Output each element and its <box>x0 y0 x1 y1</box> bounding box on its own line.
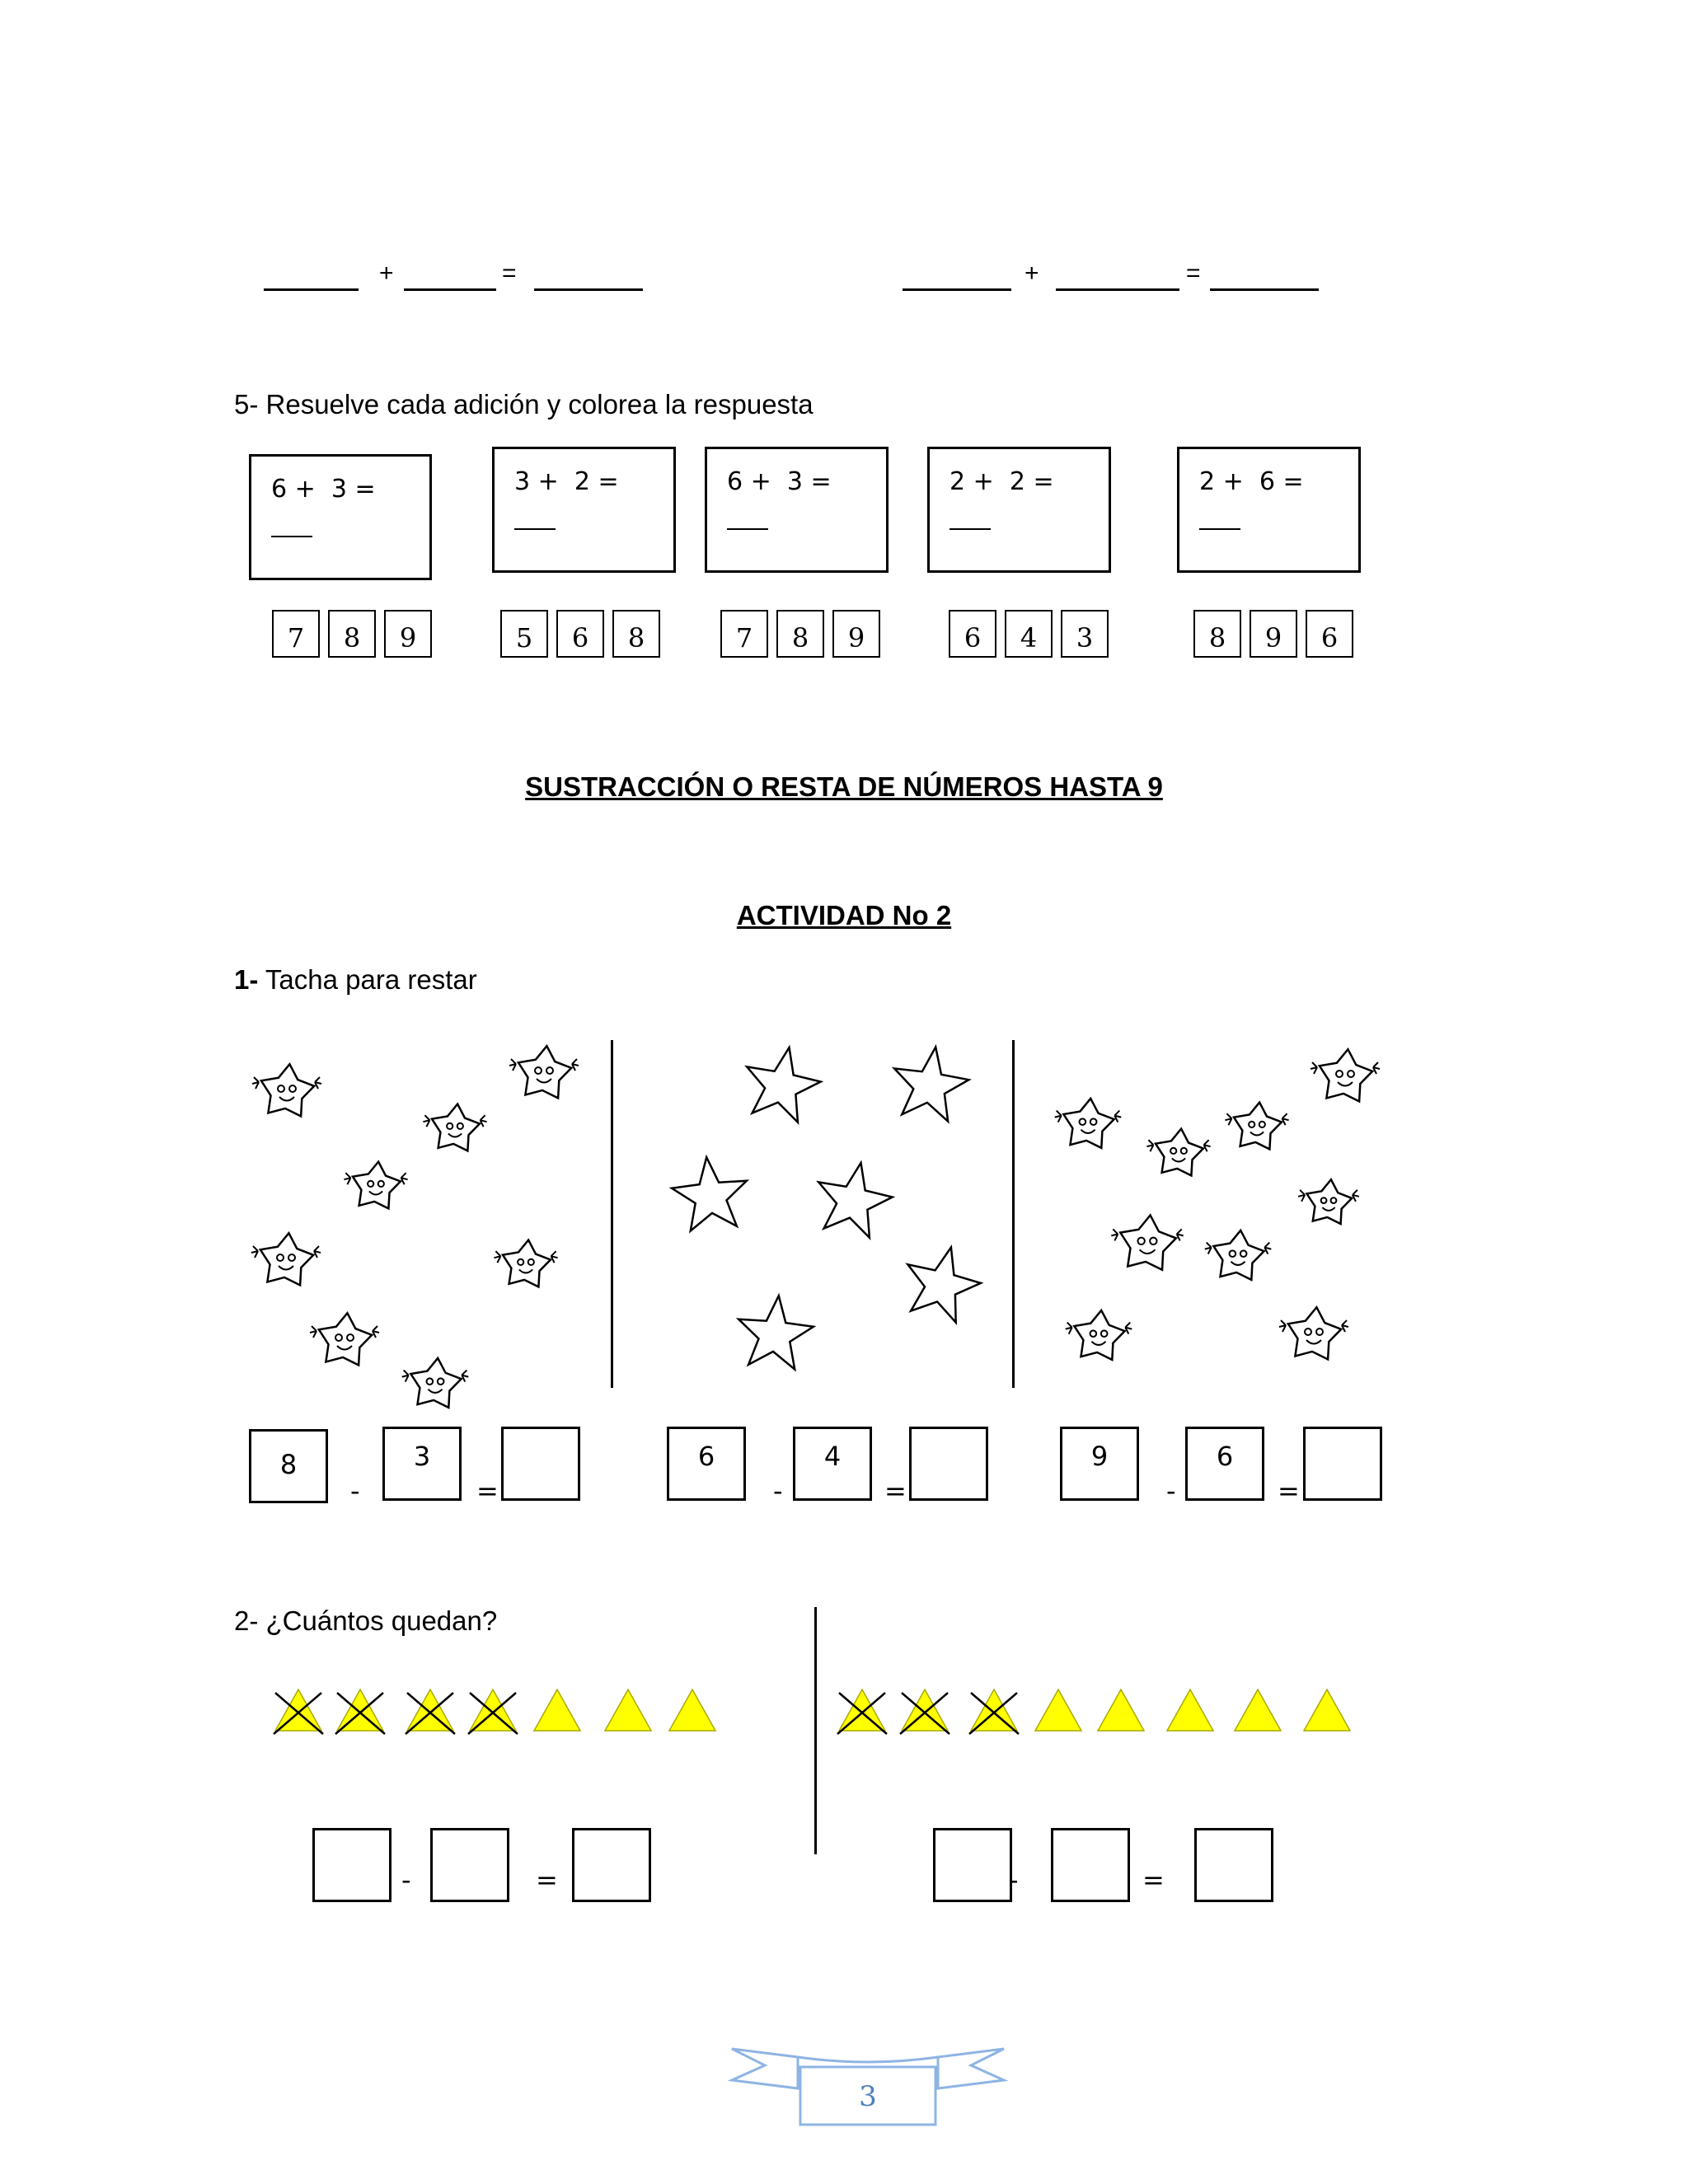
crossed-triangle-icon <box>902 1690 948 1731</box>
triangle-icon <box>1167 1690 1213 1731</box>
minus-sign: - <box>1009 1864 1019 1896</box>
crossed-triangle-icon <box>337 1690 383 1731</box>
crossed-triangle-icon <box>407 1690 453 1731</box>
addition-expression: 3 + 2 = <box>514 467 619 496</box>
answer-option[interactable]: 9 <box>384 610 432 658</box>
answer-option[interactable]: 8 <box>612 610 660 658</box>
answer-option[interactable]: 7 <box>272 610 320 658</box>
answer-option[interactable]: 8 <box>328 610 376 658</box>
minus-sign: - <box>1166 1475 1176 1507</box>
section-1-number: 1- <box>234 964 259 995</box>
answer-option[interactable]: 9 <box>832 610 880 658</box>
minuend-box: 9 <box>1060 1427 1139 1501</box>
answer-option[interactable]: 6 <box>556 610 604 658</box>
answer-option[interactable]: 6 <box>949 610 996 658</box>
triangle-icon <box>669 1690 715 1731</box>
minus-sign: - <box>773 1475 783 1507</box>
page-number: 3 <box>859 2080 877 2113</box>
triangle-icon <box>534 1690 580 1731</box>
answer-option[interactable]: 7 <box>720 610 768 658</box>
minuend-box: 6 <box>667 1427 746 1501</box>
answer-box[interactable] <box>1194 1828 1273 1902</box>
triangle-icon <box>1098 1690 1144 1731</box>
triangle-icon <box>1035 1690 1081 1731</box>
crossed-triangle-icon <box>275 1690 321 1731</box>
answer-box[interactable] <box>572 1828 651 1902</box>
equals-sign: = <box>1278 1475 1300 1507</box>
subtrahend-box: 3 <box>382 1427 462 1501</box>
page-title: SUSTRACCIÓN O RESTA DE NÚMEROS HASTA 9 <box>525 771 1163 802</box>
answer-box[interactable] <box>312 1828 392 1902</box>
addition-expression: 6 + 3 = <box>727 467 832 496</box>
section-1-text: Tacha para restar <box>265 964 477 995</box>
minus-sign: - <box>401 1864 411 1896</box>
triangle-icon <box>605 1690 651 1731</box>
equals-sign: = <box>502 260 517 287</box>
equals-sign: = <box>884 1475 907 1507</box>
addition-expression: 2 + 2 = <box>950 467 1054 496</box>
answer-box[interactable] <box>933 1828 1012 1902</box>
subtrahend-box: 4 <box>793 1427 872 1501</box>
crossed-triangle-icon <box>839 1690 885 1731</box>
plus-sign: + <box>1025 260 1039 287</box>
answer-option[interactable]: 8 <box>1193 610 1241 658</box>
crossed-triangle-icon <box>971 1690 1017 1731</box>
answer-box[interactable] <box>1051 1828 1130 1902</box>
addition-expression: 2 + 6 = <box>1199 467 1304 496</box>
crossed-triangle-icon <box>470 1690 516 1731</box>
answer-option[interactable]: 6 <box>1306 610 1353 658</box>
answer-option[interactable]: 5 <box>500 610 548 658</box>
subtrahend-box: 6 <box>1185 1427 1264 1501</box>
equals-sign: = <box>1142 1864 1165 1896</box>
answer-option[interactable]: 8 <box>776 610 824 658</box>
triangle-icon <box>1304 1690 1350 1731</box>
activity-heading: ACTIVIDAD No 2 <box>736 900 952 930</box>
answer-option[interactable]: 9 <box>1250 610 1297 658</box>
answer-option[interactable]: 3 <box>1061 610 1109 658</box>
answer-option[interactable]: 4 <box>1005 610 1053 658</box>
equals-sign: = <box>536 1864 558 1896</box>
section-2-instruction: 2- ¿Cuántos quedan? <box>234 1605 498 1636</box>
section-5-instruction: 5- Resuelve cada adición y colorea la respuesta <box>234 389 814 419</box>
minus-sign: - <box>350 1475 360 1507</box>
triangle-icon <box>1235 1690 1281 1731</box>
equals-sign: = <box>1186 260 1201 287</box>
equals-sign: = <box>476 1475 499 1507</box>
minuend-box: 8 <box>249 1429 328 1503</box>
plus-sign: + <box>379 260 394 287</box>
addition-expression: 6 + 3 = <box>271 475 376 504</box>
answer-box[interactable] <box>430 1828 509 1902</box>
